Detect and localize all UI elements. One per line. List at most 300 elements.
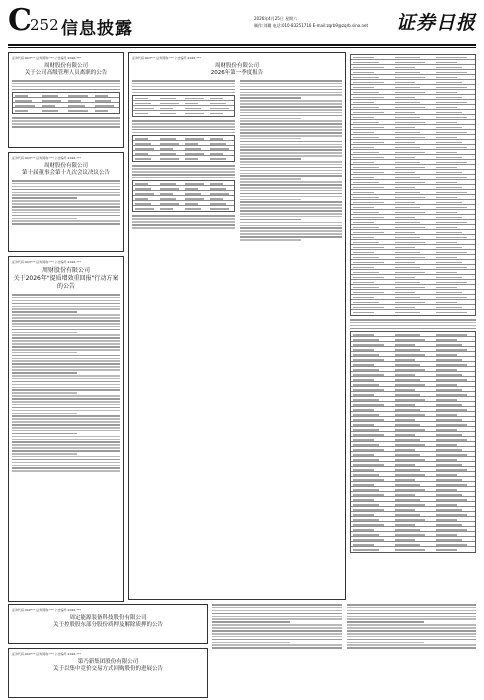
text-line bbox=[12, 223, 120, 225]
text-line bbox=[347, 616, 476, 618]
table-row bbox=[351, 547, 475, 552]
table-cell bbox=[353, 489, 379, 491]
table-cell bbox=[353, 197, 379, 199]
text-line bbox=[12, 209, 120, 211]
text-line bbox=[12, 308, 120, 310]
table-cell bbox=[135, 203, 151, 205]
section-title: 信息披露 bbox=[61, 19, 133, 39]
table-cell bbox=[395, 132, 421, 134]
text-line bbox=[12, 329, 120, 331]
table-cell bbox=[185, 203, 198, 205]
text-line bbox=[240, 138, 302, 140]
table-cell bbox=[353, 292, 384, 294]
table-cell bbox=[395, 242, 426, 244]
text-line bbox=[12, 192, 120, 194]
text-line bbox=[212, 604, 342, 606]
table-cell bbox=[395, 77, 426, 79]
table-cell bbox=[68, 110, 88, 112]
text-line bbox=[132, 126, 235, 128]
section-letter: C bbox=[8, 3, 32, 38]
text-line bbox=[240, 173, 343, 175]
table-cell bbox=[436, 384, 457, 386]
text-line bbox=[240, 89, 343, 91]
table-cell bbox=[42, 105, 55, 107]
table-cell bbox=[395, 534, 426, 536]
text-line bbox=[12, 183, 120, 185]
table-cell bbox=[436, 117, 467, 119]
text-line bbox=[12, 200, 120, 202]
table-cell bbox=[185, 108, 201, 110]
table-cell bbox=[353, 247, 384, 249]
table-cell bbox=[395, 354, 426, 356]
table-cell bbox=[436, 539, 462, 541]
table-cell bbox=[395, 509, 416, 511]
table-cell bbox=[436, 454, 467, 456]
table-cell bbox=[436, 157, 462, 159]
text-line bbox=[240, 178, 302, 180]
table-cell bbox=[353, 459, 379, 461]
table-cell bbox=[395, 232, 416, 234]
table-cell bbox=[395, 404, 416, 406]
table-cell bbox=[395, 292, 416, 294]
text-line bbox=[12, 194, 120, 196]
text-line bbox=[347, 610, 476, 612]
company-name: 周财股份有限公司 bbox=[214, 63, 259, 69]
table-cell bbox=[395, 202, 416, 204]
table-cell bbox=[395, 147, 421, 149]
table-cell bbox=[353, 312, 374, 314]
table-cell bbox=[436, 172, 462, 174]
text-line bbox=[240, 227, 343, 229]
table-cell bbox=[436, 297, 467, 299]
table-cell bbox=[353, 62, 379, 64]
table-cell bbox=[135, 148, 154, 150]
announcement-board-resolution bbox=[8, 152, 124, 252]
text-line bbox=[240, 103, 343, 105]
newspaper-logo: 证券日报 bbox=[395, 12, 476, 34]
table-cell bbox=[436, 379, 467, 381]
table-cell bbox=[353, 514, 374, 516]
text-line bbox=[240, 100, 343, 102]
text-line bbox=[132, 129, 235, 131]
table-cell bbox=[353, 72, 374, 74]
table-cell bbox=[395, 389, 416, 391]
bottom-text-left bbox=[212, 604, 342, 650]
table-cell bbox=[436, 277, 462, 279]
table-cell bbox=[436, 302, 457, 304]
table-cell bbox=[436, 152, 457, 154]
table-cell bbox=[353, 429, 379, 431]
table-cell bbox=[436, 292, 462, 294]
text-line bbox=[12, 320, 120, 322]
table-cell bbox=[436, 187, 462, 189]
table-cell bbox=[210, 138, 223, 140]
text-line bbox=[347, 636, 476, 638]
text-line bbox=[240, 149, 343, 151]
text-line bbox=[240, 152, 343, 154]
text-line bbox=[347, 633, 476, 635]
table-cell bbox=[436, 252, 467, 254]
table-cell bbox=[353, 87, 374, 89]
announcement-heading bbox=[12, 163, 120, 177]
data-table bbox=[12, 92, 120, 114]
table-cell bbox=[353, 157, 384, 159]
text-line bbox=[212, 639, 342, 641]
text-line bbox=[240, 184, 343, 186]
text-line bbox=[240, 80, 343, 82]
contact-line: 制作:刘璐 电话:010-83251716 E-mail:zqrb9@zqrb.sina.net bbox=[254, 23, 369, 28]
text-line bbox=[12, 439, 120, 441]
table-cell bbox=[353, 77, 379, 79]
text-line bbox=[12, 120, 120, 122]
table-cell bbox=[15, 105, 35, 107]
table-cell bbox=[395, 217, 416, 219]
table-cell bbox=[353, 384, 379, 386]
text-line bbox=[12, 206, 120, 208]
text-line bbox=[12, 123, 120, 125]
table-cell bbox=[436, 92, 457, 94]
text-line bbox=[12, 117, 120, 119]
table-cell bbox=[353, 434, 384, 436]
table-cell bbox=[353, 504, 379, 506]
text-line bbox=[240, 170, 343, 172]
text-line bbox=[240, 204, 343, 206]
table-cell bbox=[436, 137, 457, 139]
table-cell bbox=[353, 232, 384, 234]
text-line bbox=[132, 218, 235, 220]
table-cell bbox=[353, 399, 379, 401]
table-cell bbox=[353, 379, 374, 381]
table-cell bbox=[395, 364, 421, 366]
table-cell bbox=[436, 349, 467, 351]
table-cell bbox=[436, 282, 467, 284]
table-cell bbox=[353, 519, 379, 521]
table-cell bbox=[436, 464, 462, 466]
table-cell bbox=[353, 172, 384, 174]
text-line bbox=[12, 467, 120, 469]
text-line bbox=[12, 355, 120, 357]
text-line bbox=[350, 328, 476, 330]
table-cell bbox=[353, 92, 379, 94]
table-cell bbox=[210, 108, 229, 110]
table-cell bbox=[353, 237, 374, 239]
income-statement-table bbox=[350, 331, 476, 553]
table-cell bbox=[185, 188, 198, 190]
text-line bbox=[240, 92, 343, 94]
text-line bbox=[12, 470, 120, 472]
text-line bbox=[12, 413, 77, 415]
text-line bbox=[212, 630, 342, 632]
table-cell bbox=[436, 62, 457, 64]
announcement-title: 关于公司高级管理人员离职的公告 bbox=[24, 70, 108, 76]
table-cell bbox=[353, 262, 384, 264]
text-line bbox=[212, 624, 342, 626]
text-line bbox=[132, 224, 235, 226]
table-cell bbox=[436, 414, 457, 416]
text-line bbox=[240, 239, 302, 241]
table-cell bbox=[395, 339, 426, 341]
text-line bbox=[350, 322, 476, 324]
text-line bbox=[12, 334, 120, 336]
announcement-heading bbox=[12, 615, 204, 629]
table-cell bbox=[395, 514, 421, 516]
table-cell bbox=[353, 454, 374, 456]
table-cell bbox=[436, 409, 467, 411]
table-cell bbox=[436, 222, 467, 224]
table-cell bbox=[135, 193, 154, 195]
text-line bbox=[12, 447, 120, 449]
table-cell bbox=[353, 444, 379, 446]
table-cell bbox=[353, 409, 374, 411]
column-quarterly-report bbox=[128, 52, 346, 604]
text-line bbox=[12, 415, 120, 417]
text-line bbox=[12, 424, 120, 426]
table-cell bbox=[353, 394, 374, 396]
table-cell bbox=[395, 297, 421, 299]
table-cell bbox=[395, 207, 421, 209]
table-cell bbox=[436, 177, 467, 179]
text-line bbox=[12, 311, 77, 313]
text-line bbox=[12, 306, 120, 308]
table-cell bbox=[395, 97, 416, 99]
table-cell bbox=[210, 148, 229, 150]
text-line bbox=[240, 167, 343, 169]
table-cell bbox=[395, 434, 416, 436]
table-cell bbox=[353, 344, 384, 346]
table-cell bbox=[436, 444, 457, 446]
table-cell bbox=[160, 148, 173, 150]
table-cell bbox=[353, 267, 374, 269]
table-cell bbox=[353, 127, 384, 129]
table-cell bbox=[210, 183, 223, 185]
table-cell bbox=[436, 359, 462, 361]
text-line bbox=[12, 441, 120, 443]
text-line bbox=[240, 236, 343, 238]
table-cell bbox=[436, 424, 467, 426]
text-line bbox=[132, 215, 235, 217]
text-line bbox=[132, 171, 235, 173]
table-cell bbox=[436, 434, 462, 436]
table-row bbox=[133, 111, 234, 116]
text-line bbox=[12, 381, 120, 383]
announcement-pledge bbox=[8, 604, 208, 644]
announcement-title: 关于以集中竞价交易方式回购股份的进展公告 bbox=[52, 666, 163, 672]
table-cell bbox=[353, 57, 374, 59]
table-cell bbox=[160, 143, 179, 145]
table-cell bbox=[395, 262, 416, 264]
table-row bbox=[133, 206, 234, 211]
table-cell bbox=[436, 212, 457, 214]
text-line bbox=[240, 155, 343, 157]
table-cell bbox=[353, 242, 379, 244]
table-row bbox=[133, 156, 234, 161]
table-cell bbox=[395, 252, 421, 254]
masthead-rule bbox=[8, 44, 476, 46]
table-cell bbox=[395, 459, 426, 461]
table-cell bbox=[395, 107, 426, 109]
table-cell bbox=[436, 242, 457, 244]
table-cell bbox=[436, 479, 462, 481]
text-line bbox=[240, 199, 302, 201]
table-cell bbox=[395, 394, 421, 396]
table-cell bbox=[436, 504, 457, 506]
bottom-text-right bbox=[347, 604, 476, 650]
text-line bbox=[132, 132, 235, 134]
table-cell bbox=[353, 449, 384, 451]
table-cell bbox=[436, 489, 457, 491]
text-line bbox=[12, 340, 120, 342]
table-cell bbox=[353, 277, 384, 279]
table-cell bbox=[395, 152, 426, 154]
text-line bbox=[12, 430, 120, 432]
table-cell bbox=[436, 369, 457, 371]
table-cell bbox=[395, 444, 426, 446]
table-cell bbox=[395, 162, 421, 164]
table-cell bbox=[395, 504, 426, 506]
masthead-rule-thin bbox=[8, 47, 476, 48]
table-cell bbox=[160, 208, 173, 210]
table-cell bbox=[395, 494, 416, 496]
table-cell bbox=[395, 369, 426, 371]
text-line bbox=[12, 326, 120, 328]
table-cell bbox=[395, 157, 416, 159]
text-line bbox=[240, 86, 343, 88]
table-row bbox=[351, 310, 475, 315]
table-cell bbox=[210, 153, 223, 155]
table-cell bbox=[353, 132, 374, 134]
text-line bbox=[240, 181, 343, 183]
table-cell bbox=[395, 87, 421, 89]
text-line bbox=[12, 450, 120, 452]
table-cell bbox=[353, 334, 374, 336]
table-cell bbox=[395, 62, 426, 64]
table-cell bbox=[436, 132, 467, 134]
text-line bbox=[240, 135, 343, 137]
table-cell bbox=[436, 207, 467, 209]
text-line bbox=[132, 174, 235, 176]
table-cell bbox=[353, 307, 384, 309]
text-line bbox=[12, 294, 120, 296]
company-name: 第乃新集团股份有限公司 bbox=[77, 659, 139, 665]
text-line bbox=[132, 86, 235, 88]
table-cell bbox=[353, 419, 384, 421]
table-cell bbox=[353, 302, 379, 304]
text-line bbox=[12, 421, 120, 423]
table-cell bbox=[436, 519, 457, 521]
table-cell bbox=[353, 147, 374, 149]
text-line bbox=[240, 201, 343, 203]
table-notes bbox=[350, 319, 476, 329]
table-cell bbox=[210, 158, 226, 160]
table-cell bbox=[436, 82, 462, 84]
table-cell bbox=[135, 208, 154, 210]
text-line bbox=[240, 161, 343, 163]
table-cell bbox=[185, 198, 204, 200]
text-line bbox=[347, 644, 476, 646]
table-cell bbox=[185, 143, 198, 145]
table-cell bbox=[353, 484, 374, 486]
table-cell bbox=[353, 272, 379, 274]
announcement-title: 关于2026年"提质增效重回报"行动方案的公告 bbox=[13, 275, 119, 290]
table-cell bbox=[395, 414, 426, 416]
text-line bbox=[12, 212, 120, 214]
bottom-right-text bbox=[212, 604, 476, 698]
table-cell bbox=[395, 454, 421, 456]
table-cell bbox=[185, 208, 201, 210]
table-cell bbox=[395, 489, 426, 491]
table-cell bbox=[395, 267, 421, 269]
text-line bbox=[132, 92, 235, 94]
table-cell bbox=[436, 272, 457, 274]
table-cell bbox=[353, 97, 384, 99]
text-line bbox=[212, 627, 342, 629]
table-cell bbox=[436, 262, 462, 264]
table-cell bbox=[436, 127, 462, 129]
table-cell bbox=[395, 227, 426, 229]
text-line bbox=[240, 216, 343, 218]
text-line bbox=[12, 392, 77, 394]
table-cell bbox=[436, 102, 467, 104]
table-cell bbox=[185, 113, 204, 115]
text-line bbox=[12, 462, 120, 464]
table-cell bbox=[185, 148, 201, 150]
text-line bbox=[212, 613, 342, 615]
table-cell bbox=[436, 549, 457, 551]
text-line bbox=[350, 319, 476, 321]
table-cell bbox=[395, 212, 426, 214]
text-line bbox=[132, 165, 235, 167]
table-cell bbox=[353, 339, 379, 341]
text-line bbox=[240, 158, 302, 160]
table-cell bbox=[135, 183, 148, 185]
table-cell bbox=[436, 217, 462, 219]
table-cell bbox=[42, 110, 58, 112]
column-financial-tables bbox=[350, 52, 476, 602]
text-line bbox=[12, 352, 77, 354]
table-cell bbox=[353, 117, 374, 119]
announcement-body bbox=[12, 180, 120, 225]
table-cell bbox=[353, 137, 379, 139]
table-cell bbox=[395, 544, 421, 546]
text-line bbox=[132, 80, 235, 82]
text-line bbox=[212, 642, 290, 644]
text-line bbox=[132, 168, 235, 170]
table-cell bbox=[353, 509, 384, 511]
text-line bbox=[212, 610, 342, 612]
table-cell bbox=[210, 143, 226, 145]
table-cell bbox=[436, 354, 457, 356]
table-cell bbox=[436, 202, 462, 204]
table-cell bbox=[95, 95, 108, 97]
table-cell bbox=[353, 217, 384, 219]
table-cell bbox=[210, 98, 223, 100]
table-cell bbox=[42, 95, 58, 97]
table-cell bbox=[353, 252, 374, 254]
table-cell bbox=[353, 192, 374, 194]
table-cell bbox=[210, 188, 226, 190]
announcement-code: 证券代码:000*** 证券简称:*** 公告编号:2026-*** bbox=[12, 608, 81, 612]
table-cell bbox=[353, 162, 374, 164]
table-cell bbox=[95, 105, 115, 107]
table-cell bbox=[353, 544, 374, 546]
table-cell bbox=[15, 100, 31, 102]
table-cell bbox=[436, 167, 457, 169]
table-cell bbox=[353, 524, 384, 526]
text-line bbox=[12, 375, 120, 377]
text-line bbox=[12, 300, 120, 302]
text-line bbox=[12, 398, 120, 400]
text-line bbox=[132, 83, 235, 85]
